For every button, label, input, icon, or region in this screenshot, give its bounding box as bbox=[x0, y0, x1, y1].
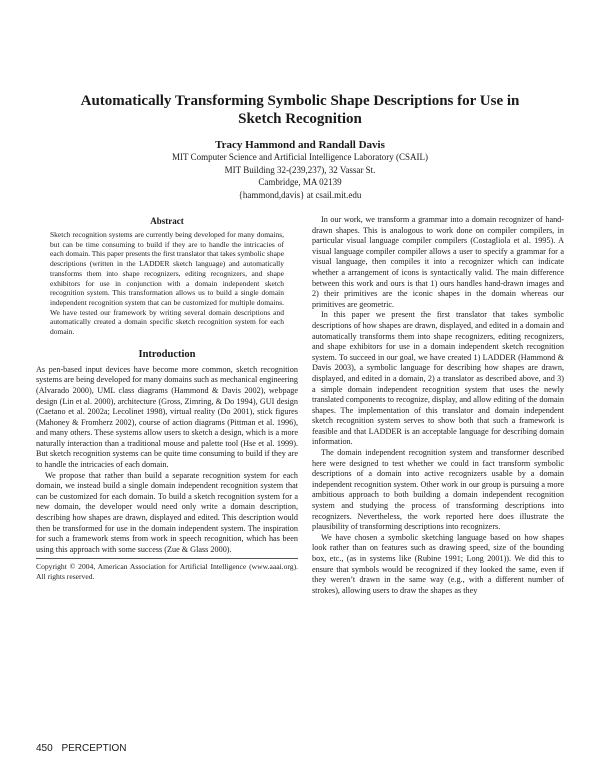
affiliation-line: Cambridge, MA 02139 bbox=[258, 177, 342, 187]
copyright-notice: Copyright © 2004, American Association for Artificial Intelligence (www.aaai.org). All rights reserved. bbox=[36, 558, 298, 581]
abstract-heading: Abstract bbox=[150, 216, 184, 226]
page-footer bbox=[36, 743, 132, 755]
section-heading-introduction: Introduction bbox=[138, 348, 196, 360]
body-paragraph: We have chosen a symbolic sketching language based on how shapes look rather than on features such as drawing speed, size of the bounding box, etc., (as in systems like (Rubine 1991; Long 2001)). We did this to ensure that symbols would be recognized if they looked the same, even if they weren’t drawn in the same way (e.g., with a different number of strokes), allowing users to draw the shapes as they bbox=[312, 532, 564, 595]
right-column bbox=[312, 215, 564, 596]
author-affiliation bbox=[60, 151, 540, 201]
paper-title: Automatically Transforming Symbolic Shape Descriptions for Use in Sketch Recognition bbox=[80, 93, 520, 127]
left-column bbox=[36, 215, 298, 582]
affiliation-line: MIT Building 32-(239,237), 32 Vassar St. bbox=[224, 164, 376, 175]
abstract-text: Sketch recognition systems are currently being developed for many domains, but can be time consuming to build if they are to handle the intricacies of each domain. This paper presents the first translator that takes symbolic shape descriptions (written in the LADDER sketch language) and automatically transforms them into shape recognizers, editing recognizers, and shape exhibitors for use in conjunction with a domain independent sketch recognition system. This transformation allows us to build a single domain independent recognition system that can be customized for multiple domains. We have tested our framework by writing several domain descriptions and automatically created a domain specific sketch recognition system for each domain. bbox=[50, 230, 284, 337]
author-email: {hammond,davis} at csail.mit.edu bbox=[238, 189, 362, 200]
paper-authors: Tracy Hammond and Randall Davis bbox=[215, 139, 385, 151]
body-paragraph: In our work, we transform a grammar into a domain recognizer of hand-drawn shapes. This is analogous to work done on compiler compilers, in particular visual language compiler compilers (Costagliola et al. 1995). A visual language compiler compiler allows a user to specify a grammar for a visual language, then compiles it into a recognizer which can indicate whether a arrangement of icons is syntactically valid. The main difference between this work and ours is that 1) ours handles hand-drawn images and 2) their primitives are the iconic shapes in the domain whereas our primitives are geometric. bbox=[312, 215, 564, 309]
body-paragraph: In this paper we present the first translator that takes symbolic descriptions of how shapes are drawn, displayed, and edited in a domain and automatically transforms them into shape recognizers, editing recognizers, and shape exhibitors for use in a domain independent sketch recognition system. To succeed in our goal, we have created 1) LADDER (Hammond & Davis 2003), a symbolic language for describing how shapes are drawn, displayed, and edited in a domain, 2) a translator as described above, and 3) a simple domain independent recognition system that uses the newly translated components to recognize, display, and allow editing of the domain shapes. The implementation of this translator and domain independent sketch recognition system serves to show both that such a framework is feasible and that LADDER is an acceptable language for describing domain information. bbox=[312, 310, 564, 447]
body-paragraph: We propose that rather than build a separate recognition system for each domain, we instead build a single domain independent recognition system that can be customized for each domain. To build a sketch recognition system for a new domain, the developer would need only write a domain description, describing how shapes are drawn, displayed and edited. This description would then be transformed for use in the domain independent system. The inspiration for such a framework stems from work in speech recognition, which has been using this approach with some success (Zue & Glass 2000). bbox=[36, 470, 298, 554]
body-paragraph: As pen-based input devices have become more common, sketch recognition systems are being developed for many domains such as mechanical engineering (Alvarado 2000), UML class diagrams (Hammond & Davis 2002), webpage design (Lin et al. 2000), architecture (Gross, Zimring, & Do 1994), GUI design (Caetano et al. 2002a; Lecolinet 1998), virtual reality (Do 2001), stick figures (Mahoney & Fromherz 2002), course of action diagrams (Pittman et al. 1996), and many others. These systems allow users to sketch a design, which is a more naturally interaction than a traditional mouse and palette tool (Hse et al. 1999). But sketch recognition systems can be quite time consuming to build if they are to handle the intricacies of each domain. bbox=[36, 364, 298, 470]
affiliation-line: MIT Computer Science and Artificial Intelligence Laboratory (CSAIL) bbox=[171, 152, 428, 162]
body-paragraph: The domain independent recognition system and transformer described here were designed to test whether we could in fact transform symbolic descriptions of a domain into active recognizers usable by a domain independent recognition system. Other work in our group is pursuing a more ambitious approach to both building a domain independent recognition system and studying the process of transforming descriptions into recognizers. Nevertheless, the work reported here does illustrate the plausibility of transforming descriptions into recognizers. bbox=[312, 448, 564, 532]
page-number: 450 bbox=[36, 743, 53, 754]
footer-section-label: PERCEPTION bbox=[61, 743, 127, 754]
